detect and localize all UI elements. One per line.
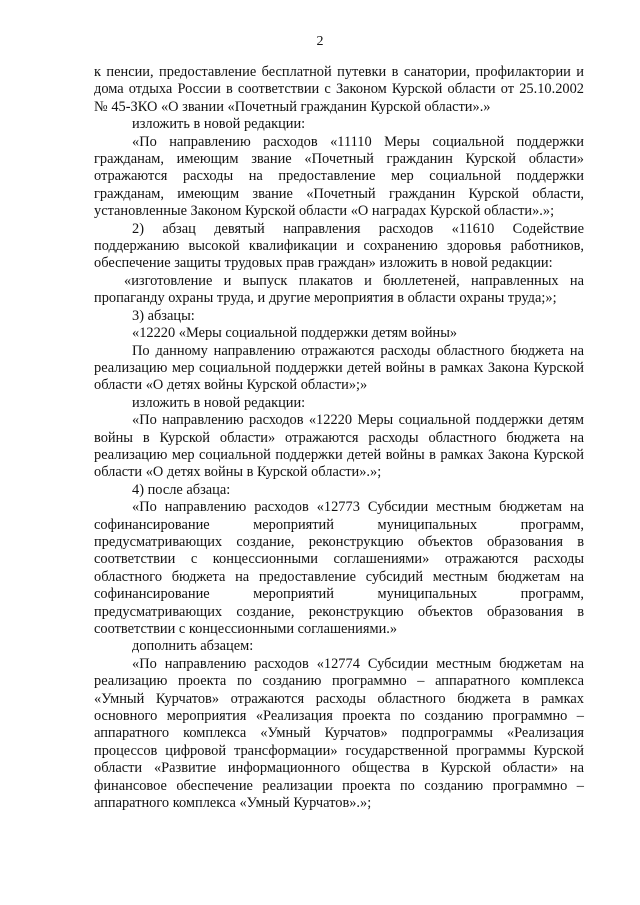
document-body [94, 64, 584, 812]
paragraph: «По направлению расходов «12773 Субсидии местным бюджетам на софинансирование мероприятий муниципальных программ, предусматривающих создание, реконструкцию объектов образования в соответствии с концессионными соглашениями» отражаются расходы областного бюджета на предоставление субсидий местным бюджетам на софинансирование мероприятий муниципальных программ, предусматривающих создание, реконструкцию объектов образования в соответствии с концессионными соглашениями.» [94, 499, 584, 637]
paragraph: «12220 «Меры социальной поддержки детям войны» [132, 325, 458, 342]
paragraph: 2) абзац девятый направления расходов «11610 Содействие поддержанию высокой квалификации и сохранению здоровья работников, обеспечение защиты трудовых прав граждан» изложить в новой редакции: [94, 220, 584, 272]
paragraph: изложить в новой редакции: [132, 116, 306, 133]
paragraph: изложить в новой редакции: [132, 394, 306, 411]
paragraph: «По направлению расходов «12220 Меры социальной поддержки детям войны в Курской области» отражаются расходы областного бюджета на реализацию мер социальной поддержки детей войны в рамках Закона Курской области «О детях войны в Курской области».»; [94, 412, 584, 481]
paragraph: 3) абзацы: [132, 307, 195, 324]
page-number: 2 [316, 34, 324, 49]
paragraph: «изготовление и выпуск плакатов и бюллетеней, направленных на пропаганду охраны труда, и другие мероприятия в области охраны труда;»; [94, 272, 584, 307]
paragraph: «По направлению расходов «11110 Меры социальной поддержки гражданам, имеющим звание «Почетный гражданин Курской области» отражаются расходы на предоставление мер социальной поддержки гражданам, имеющим звание «Почетный гражданин Курской области, установленные Законом Курской области «О наградах Курской области».»; [94, 133, 584, 220]
paragraph: дополнить абзацем: [132, 638, 254, 655]
paragraph: По данному направлению отражаются расходы областного бюджета на реализацию мер социальной поддержки детей войны в рамках Закона Курской области «О детях войны Курской области»;» [94, 342, 584, 394]
paragraph: 4) после абзаца: [132, 481, 231, 498]
paragraph: к пенсии, предоставление бесплатной путевки в санатории, профилактории и дома отдыха России в соответствии с Законом Курской области от 25.10.2002 № 45-ЗКО «О звании «Почетный гражданин Курской области».» [94, 64, 584, 115]
paragraph: «По направлению расходов «12774 Субсидии местным бюджетам на реализацию проекта по созданию программно – аппаратного комплекса «Умный Курчатов» отражаются расходы областного бюджета в рамках основного мероприятия «Реализация проекта по созданию программно – аппаратного комплекса «Умный Курчатов» подпрограммы «Реализация процессов цифровой трансформации» государственной программы Курской области «Развитие информационного общества в Курской области» на финансовое обеспечение реализации проекта по созданию программно – аппаратного комплекса «Умный Курчатов».»; [94, 655, 584, 812]
